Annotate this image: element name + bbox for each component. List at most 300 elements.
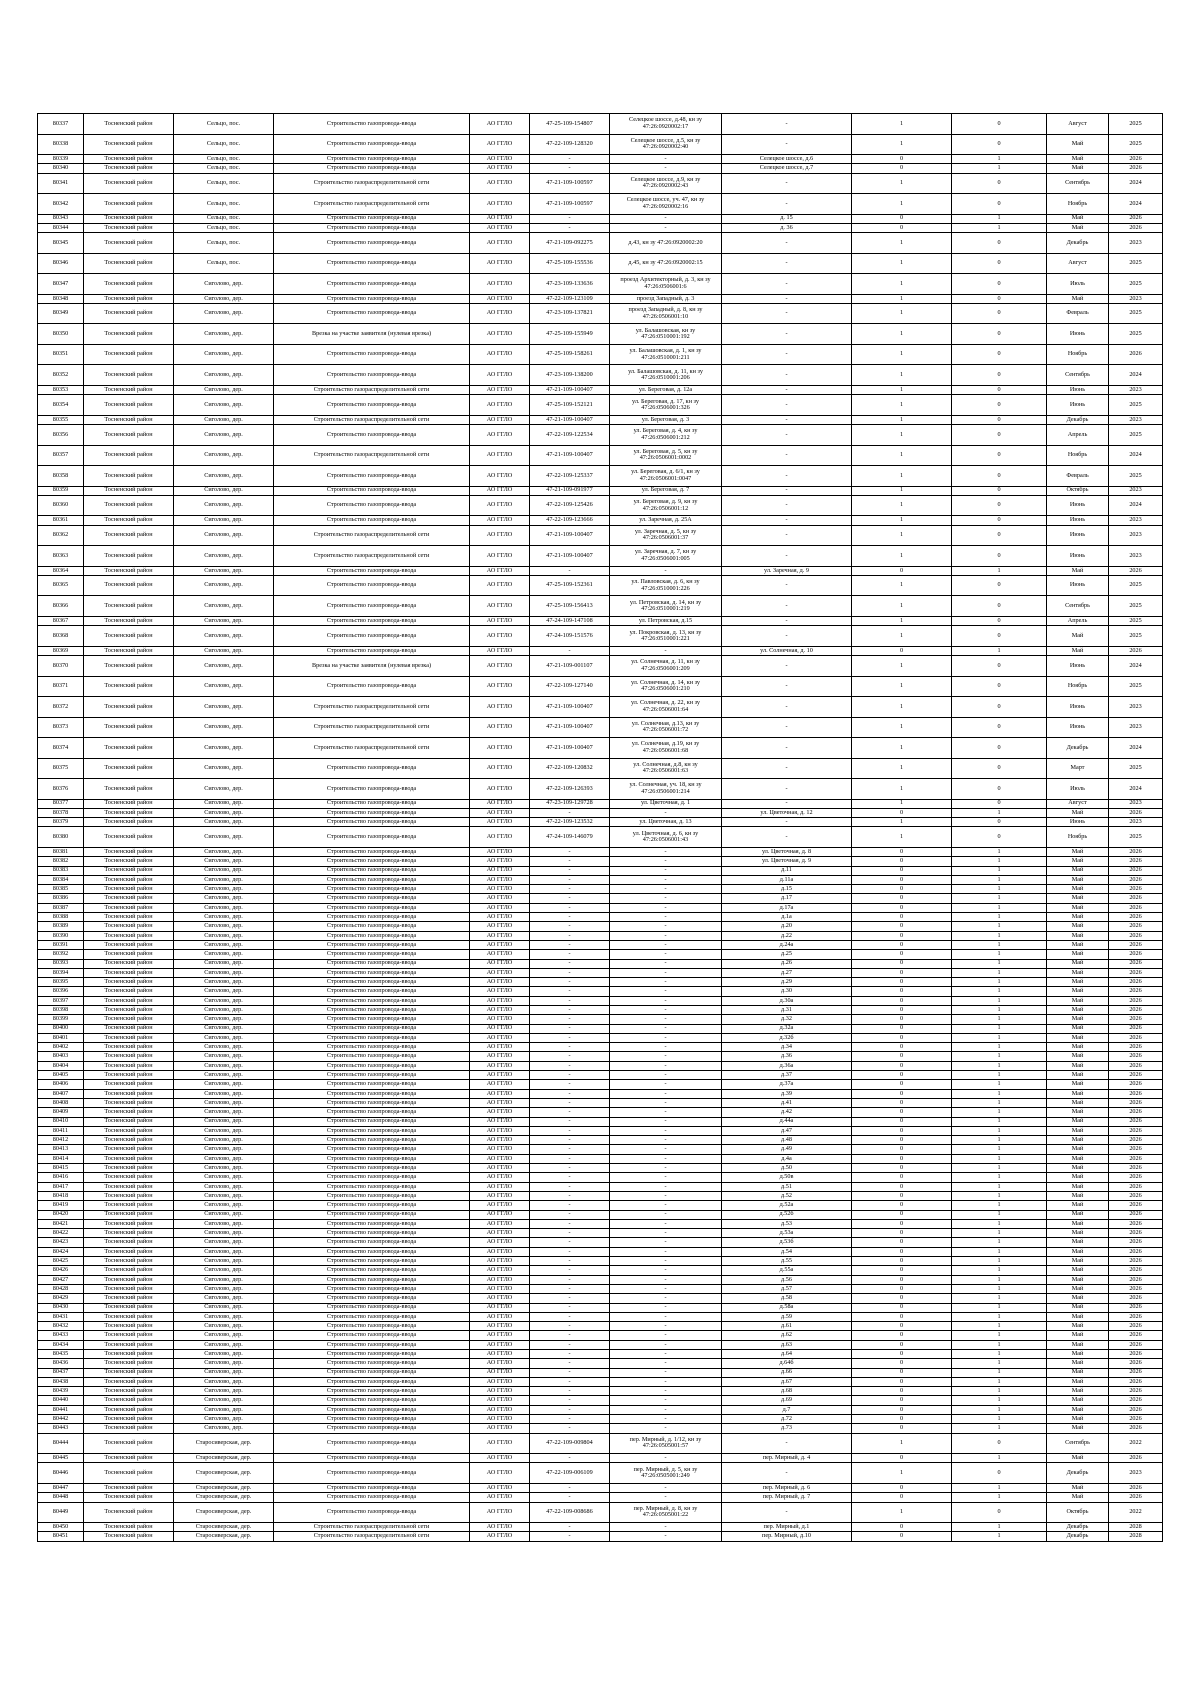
cell-count-a: 0: [852, 847, 952, 856]
cell-month: Май: [1047, 1219, 1109, 1228]
cell-address: д.64б: [722, 1359, 852, 1368]
cell-month: Июнь: [1047, 385, 1109, 394]
cell-contract-number: -: [530, 566, 610, 575]
cell-work-type: Строительство газопровода-ввода: [274, 294, 470, 303]
cell-year: 2026: [1109, 646, 1163, 655]
cell-address: д.62: [722, 1331, 852, 1340]
cell-year: 2026: [1109, 866, 1163, 875]
cell-address: -: [722, 799, 852, 808]
cell-year: 2026: [1109, 1108, 1163, 1117]
table-row: [38, 894, 1163, 903]
table-row: [38, 445, 1163, 466]
cell-district: Тосненский район: [84, 847, 174, 856]
cell-organization: АО ГГЛО: [470, 253, 530, 274]
cell-row-number: 80431: [38, 1312, 84, 1321]
cell-address: -: [722, 233, 852, 254]
table-row: [38, 1098, 1163, 1107]
cell-address-with-cadastral: ул. Петровская, д. 14, кн зу 47:26:0510001:219: [610, 596, 722, 617]
cell-year: 2026: [1109, 978, 1163, 987]
cell-settlement: Сиголово, дер.: [174, 344, 274, 365]
cell-address: д.56: [722, 1275, 852, 1284]
cell-settlement: Сиголово, дер.: [174, 385, 274, 394]
cell-work-type: Строительство газораспределительной сети: [274, 1523, 470, 1532]
cell-work-type: Строительство газопровода-ввода: [274, 1117, 470, 1126]
cell-address: -: [722, 194, 852, 215]
cell-row-number: 80358: [38, 466, 84, 487]
cell-contract-number: -: [530, 1349, 610, 1358]
cell-row-number: 80351: [38, 344, 84, 365]
cell-count-b: 0: [952, 134, 1047, 155]
cell-address-with-cadastral: -: [610, 1275, 722, 1284]
table-row: [38, 656, 1163, 677]
cell-contract-number: 47-23-109-133636: [530, 274, 610, 295]
cell-address-with-cadastral: ул. Петровская, д.15: [610, 616, 722, 625]
cell-contract-number: -: [530, 978, 610, 987]
cell-district: Тосненский район: [84, 385, 174, 394]
cell-contract-number: 47-25-109-155949: [530, 324, 610, 345]
cell-organization: АО ГГЛО: [470, 1377, 530, 1386]
cell-count-a: 1: [852, 486, 952, 495]
cell-row-number: 80451: [38, 1532, 84, 1541]
cell-address-with-cadastral: ул. Балашовская, д. 11, кн зу 47:26:0510001:206: [610, 365, 722, 386]
cell-settlement: Сиголово, дер.: [174, 274, 274, 295]
cell-month: Май: [1047, 294, 1109, 303]
cell-district: Тосненский район: [84, 1210, 174, 1219]
cell-year: 2023: [1109, 233, 1163, 254]
cell-address: д.36а: [722, 1061, 852, 1070]
cell-month: Сентябрь: [1047, 173, 1109, 194]
cell-address-with-cadastral: ул. Солнечная, д.13, кн зу 47:26:0506001:72: [610, 717, 722, 738]
cell-count-a: 0: [852, 1405, 952, 1414]
cell-count-b: 1: [952, 1424, 1047, 1433]
cell-year: 2023: [1109, 799, 1163, 808]
cell-row-number: 80404: [38, 1061, 84, 1070]
cell-work-type: Строительство газопровода-ввода: [274, 978, 470, 987]
cell-month: Май: [1047, 959, 1109, 968]
cell-work-type: Строительство газопровода-ввода: [274, 940, 470, 949]
cell-row-number: 80447: [38, 1483, 84, 1492]
cell-district: Тосненский район: [84, 575, 174, 596]
cell-organization: АО ГГЛО: [470, 385, 530, 394]
cell-work-type: Строительство газопровода-ввода: [274, 931, 470, 940]
cell-month: Февраль: [1047, 466, 1109, 487]
cell-year: 2026: [1109, 1294, 1163, 1303]
cell-address-with-cadastral: -: [610, 1182, 722, 1191]
table-row: [38, 486, 1163, 495]
cell-contract-number: -: [530, 857, 610, 866]
cell-address: -: [722, 415, 852, 424]
cell-district: Тосненский район: [84, 365, 174, 386]
table-row: [38, 616, 1163, 625]
cell-row-number: 80439: [38, 1387, 84, 1396]
cell-organization: АО ГГЛО: [470, 155, 530, 164]
cell-work-type: Строительство газопровода-ввода: [274, 233, 470, 254]
cell-row-number: 80340: [38, 164, 84, 173]
cell-count-a: 1: [852, 818, 952, 827]
cell-settlement: Сиголово, дер.: [174, 445, 274, 466]
table-row: [38, 875, 1163, 884]
cell-count-b: 0: [952, 827, 1047, 848]
cell-organization: АО ГГЛО: [470, 1532, 530, 1541]
cell-month: Май: [1047, 1312, 1109, 1321]
cell-year: 2025: [1109, 626, 1163, 647]
cell-settlement: Сиголово, дер.: [174, 866, 274, 875]
cell-contract-number: -: [530, 1024, 610, 1033]
table-row: [38, 866, 1163, 875]
cell-organization: АО ГГЛО: [470, 616, 530, 625]
cell-count-b: 1: [952, 1312, 1047, 1321]
cell-address: -: [722, 253, 852, 274]
table-row: [38, 738, 1163, 759]
cell-month: Май: [1047, 1257, 1109, 1266]
cell-count-a: 0: [852, 808, 952, 817]
cell-address-with-cadastral: -: [610, 1396, 722, 1405]
cell-count-a: 0: [852, 1136, 952, 1145]
cell-row-number: 80372: [38, 697, 84, 718]
cell-count-b: 1: [952, 959, 1047, 968]
cell-organization: АО ГГЛО: [470, 1312, 530, 1321]
cell-address-with-cadastral: -: [610, 1284, 722, 1293]
table-row: [38, 1483, 1163, 1492]
cell-work-type: Строительство газопровода-ввода: [274, 959, 470, 968]
cell-count-a: 0: [852, 1257, 952, 1266]
cell-work-type: Строительство газопровода-ввода: [274, 223, 470, 232]
table-row: [38, 987, 1163, 996]
cell-address: д.73: [722, 1424, 852, 1433]
cell-contract-number: -: [530, 1331, 610, 1340]
cell-month: Май: [1047, 1454, 1109, 1463]
cell-row-number: 80422: [38, 1229, 84, 1238]
cell-work-type: Строительство газопровода-ввода: [274, 1024, 470, 1033]
cell-address-with-cadastral: -: [610, 1405, 722, 1414]
cell-organization: АО ГГЛО: [470, 233, 530, 254]
cell-district: Тосненский район: [84, 616, 174, 625]
table-row: [38, 223, 1163, 232]
cell-count-a: 0: [852, 1145, 952, 1154]
cell-address: д.26: [722, 959, 852, 968]
cell-month: Март: [1047, 758, 1109, 779]
cell-settlement: Сиголово, дер.: [174, 779, 274, 800]
cell-organization: АО ГГЛО: [470, 1080, 530, 1089]
cell-contract-number: -: [530, 808, 610, 817]
cell-count-a: 0: [852, 931, 952, 940]
table-row: [38, 1532, 1163, 1541]
cell-month: Ноябрь: [1047, 445, 1109, 466]
cell-year: 2025: [1109, 616, 1163, 625]
table-row: [38, 1493, 1163, 1502]
cell-row-number: 80359: [38, 486, 84, 495]
table-row: [38, 1294, 1163, 1303]
cell-contract-number: -: [530, 1098, 610, 1107]
cell-count-b: 1: [952, 1117, 1047, 1126]
table-row: [38, 1191, 1163, 1200]
cell-address-with-cadastral: ул. Береговая, д. 17, кн зу 47:26:0506001:326: [610, 395, 722, 416]
table-row: [38, 1126, 1163, 1135]
cell-organization: АО ГГЛО: [470, 1219, 530, 1228]
table-row: [38, 1210, 1163, 1219]
cell-count-a: 1: [852, 697, 952, 718]
cell-row-number: 80449: [38, 1502, 84, 1523]
cell-count-a: 1: [852, 525, 952, 546]
cell-address: д.67: [722, 1377, 852, 1386]
table-row: [38, 164, 1163, 173]
table-row: [38, 1173, 1163, 1182]
cell-month: Сентябрь: [1047, 1433, 1109, 1454]
cell-month: Август: [1047, 799, 1109, 808]
cell-year: 2023: [1109, 525, 1163, 546]
cell-month: Май: [1047, 1033, 1109, 1042]
cell-month: Май: [1047, 214, 1109, 223]
cell-row-number: 80345: [38, 233, 84, 254]
cell-count-b: 0: [952, 697, 1047, 718]
cell-work-type: Строительство газопровода-ввода: [274, 779, 470, 800]
table-row: [38, 1322, 1163, 1331]
cell-count-a: 1: [852, 575, 952, 596]
cell-settlement: Сиголово, дер.: [174, 1377, 274, 1386]
cell-work-type: Строительство газопровода-ввода: [274, 799, 470, 808]
cell-contract-number: 47-25-109-152361: [530, 575, 610, 596]
cell-work-type: Строительство газопровода-ввода: [274, 1454, 470, 1463]
cell-count-b: 1: [952, 1136, 1047, 1145]
table-row: [38, 1433, 1163, 1454]
table-row: [38, 1377, 1163, 1386]
cell-count-a: 0: [852, 1080, 952, 1089]
cell-year: 2026: [1109, 913, 1163, 922]
cell-count-a: 1: [852, 274, 952, 295]
cell-count-a: 1: [852, 676, 952, 697]
cell-organization: АО ГГЛО: [470, 1415, 530, 1424]
cell-count-a: 1: [852, 194, 952, 215]
cell-contract-number: -: [530, 866, 610, 875]
cell-address-with-cadastral: -: [610, 1024, 722, 1033]
cell-count-b: 1: [952, 1266, 1047, 1275]
cell-count-b: 1: [952, 1275, 1047, 1284]
table-row: [38, 697, 1163, 718]
cell-work-type: Строительство газопровода-ввода: [274, 987, 470, 996]
cell-count-a: 1: [852, 779, 952, 800]
cell-address-with-cadastral: -: [610, 1424, 722, 1433]
cell-work-type: Строительство газопровода-ввода: [274, 1502, 470, 1523]
cell-count-b: 1: [952, 164, 1047, 173]
cell-count-a: 0: [852, 1532, 952, 1541]
cell-row-number: 80360: [38, 495, 84, 516]
cell-contract-number: 47-22-109-125426: [530, 495, 610, 516]
cell-district: Тосненский район: [84, 1294, 174, 1303]
cell-settlement: Сиголово, дер.: [174, 1015, 274, 1024]
cell-count-b: 0: [952, 324, 1047, 345]
table-row: [38, 134, 1163, 155]
cell-row-number: 80444: [38, 1433, 84, 1454]
cell-contract-number: 47-21-109-100407: [530, 738, 610, 759]
cell-count-a: 0: [852, 1126, 952, 1135]
cell-count-b: 0: [952, 1502, 1047, 1523]
cell-count-a: 0: [852, 1238, 952, 1247]
cell-settlement: Сельцо, пос.: [174, 233, 274, 254]
cell-district: Тосненский район: [84, 1377, 174, 1386]
cell-contract-number: 47-22-109-125337: [530, 466, 610, 487]
cell-settlement: Старосиверская, дер.: [174, 1502, 274, 1523]
cell-address: -: [722, 344, 852, 365]
cell-count-b: 1: [952, 1043, 1047, 1052]
cell-count-b: 1: [952, 1247, 1047, 1256]
cell-month: Май: [1047, 646, 1109, 655]
cell-settlement: Старосиверская, дер.: [174, 1532, 274, 1541]
cell-address: -: [722, 486, 852, 495]
cell-count-a: 0: [852, 1098, 952, 1107]
cell-count-b: 1: [952, 1173, 1047, 1182]
cell-month: Декабрь: [1047, 1523, 1109, 1532]
cell-address: д.54: [722, 1247, 852, 1256]
cell-organization: АО ГГЛО: [470, 516, 530, 525]
cell-address: д.53: [722, 1219, 852, 1228]
cell-organization: АО ГГЛО: [470, 1266, 530, 1275]
cell-organization: АО ГГЛО: [470, 875, 530, 884]
cell-work-type: Строительство газопровода-ввода: [274, 1359, 470, 1368]
cell-row-number: 80441: [38, 1405, 84, 1414]
cell-count-a: 0: [852, 894, 952, 903]
cell-address-with-cadastral: пер. Мирный, д. 8, кн зу 47:26:0505001:22: [610, 1502, 722, 1523]
cell-address: д.50в: [722, 1173, 852, 1182]
cell-count-b: 0: [952, 596, 1047, 617]
cell-row-number: 80430: [38, 1303, 84, 1312]
table-row: [38, 1219, 1163, 1228]
cell-year: 2026: [1109, 1043, 1163, 1052]
cell-row-number: 80421: [38, 1219, 84, 1228]
cell-work-type: Строительство газопровода-ввода: [274, 1312, 470, 1321]
cell-year: 2025: [1109, 466, 1163, 487]
cell-organization: АО ГГЛО: [470, 1387, 530, 1396]
cell-row-number: 80378: [38, 808, 84, 817]
cell-count-b: 0: [952, 799, 1047, 808]
cell-contract-number: 47-22-109-127140: [530, 676, 610, 697]
cell-organization: АО ГГЛО: [470, 1210, 530, 1219]
cell-address-with-cadastral: -: [610, 1303, 722, 1312]
cell-address: ул. Солнечная, д. 10: [722, 646, 852, 655]
cell-settlement: Сиголово, дер.: [174, 1415, 274, 1424]
cell-organization: АО ГГЛО: [470, 114, 530, 135]
cell-settlement: Сиголово, дер.: [174, 1331, 274, 1340]
cell-address: д.39: [722, 1089, 852, 1098]
table-row: [38, 717, 1163, 738]
cell-row-number: 80398: [38, 1006, 84, 1015]
cell-address-with-cadastral: -: [610, 1145, 722, 1154]
cell-year: 2025: [1109, 134, 1163, 155]
cell-work-type: Строительство газопровода-ввода: [274, 968, 470, 977]
cell-work-type: Строительство газопровода-ввода: [274, 1043, 470, 1052]
table-row: [38, 1312, 1163, 1321]
cell-contract-number: 47-21-109-091977: [530, 486, 610, 495]
table-row: [38, 1247, 1163, 1256]
cell-work-type: Строительство газопровода-ввода: [274, 1108, 470, 1117]
cell-year: 2024: [1109, 445, 1163, 466]
table-row: [38, 1229, 1163, 1238]
cell-district: Тосненский район: [84, 1033, 174, 1042]
cell-work-type: Строительство газопровода-ввода: [274, 1173, 470, 1182]
cell-settlement: Сиголово, дер.: [174, 616, 274, 625]
cell-address: д.32: [722, 1015, 852, 1024]
cell-count-b: 1: [952, 1322, 1047, 1331]
cell-contract-number: -: [530, 1322, 610, 1331]
cell-year: 2026: [1109, 1061, 1163, 1070]
cell-address-with-cadastral: ул. Солнечная, д. 22, кн зу 47:26:0506001:64: [610, 697, 722, 718]
cell-organization: АО ГГЛО: [470, 922, 530, 931]
cell-address-with-cadastral: -: [610, 1089, 722, 1098]
table-row: [38, 626, 1163, 647]
cell-month: Май: [1047, 1396, 1109, 1405]
cell-count-b: 1: [952, 1015, 1047, 1024]
cell-address: д.52б: [722, 1210, 852, 1219]
cell-month: Июнь: [1047, 697, 1109, 718]
cell-address: -: [722, 717, 852, 738]
cell-contract-number: -: [530, 1080, 610, 1089]
cell-year: 2026: [1109, 223, 1163, 232]
cell-work-type: Строительство газопровода-ввода: [274, 885, 470, 894]
cell-year: 2026: [1109, 894, 1163, 903]
cell-count-b: 1: [952, 857, 1047, 866]
cell-address: -: [722, 575, 852, 596]
cell-settlement: Сиголово, дер.: [174, 1052, 274, 1061]
cell-address-with-cadastral: ул. Береговая, д. 5, кн зу 47:26:0506001:0002: [610, 445, 722, 466]
cell-year: 2025: [1109, 425, 1163, 446]
table-row: [38, 1238, 1163, 1247]
cell-year: 2025: [1109, 114, 1163, 135]
cell-count-b: 0: [952, 294, 1047, 303]
cell-count-a: 0: [852, 1322, 952, 1331]
cell-count-b: 1: [952, 903, 1047, 912]
cell-organization: АО ГГЛО: [470, 1284, 530, 1293]
cell-count-a: 0: [852, 1415, 952, 1424]
cell-contract-number: -: [530, 646, 610, 655]
cell-month: Май: [1047, 1349, 1109, 1358]
cell-work-type: Строительство газопровода-ввода: [274, 425, 470, 446]
cell-settlement: Сиголово, дер.: [174, 697, 274, 718]
cell-organization: АО ГГЛО: [470, 987, 530, 996]
cell-contract-number: -: [530, 968, 610, 977]
cell-district: Тосненский район: [84, 324, 174, 345]
cell-count-b: 1: [952, 866, 1047, 875]
cell-row-number: 80367: [38, 616, 84, 625]
cell-year: 2025: [1109, 676, 1163, 697]
cell-year: 2026: [1109, 1201, 1163, 1210]
cell-work-type: Строительство газопровода-ввода: [274, 950, 470, 959]
cell-count-b: 1: [952, 1229, 1047, 1238]
cell-settlement: Сиголово, дер.: [174, 996, 274, 1005]
cell-count-b: 0: [952, 253, 1047, 274]
table-row: [38, 1463, 1163, 1484]
cell-count-b: 0: [952, 525, 1047, 546]
cell-work-type: Строительство газопровода-ввода: [274, 1349, 470, 1358]
cell-address: д.31: [722, 1006, 852, 1015]
cell-address-with-cadastral: -: [610, 1164, 722, 1173]
cell-work-type: Строительство газопровода-ввода: [274, 344, 470, 365]
cell-count-a: 0: [852, 1349, 952, 1358]
cell-organization: АО ГГЛО: [470, 1201, 530, 1210]
cell-organization: АО ГГЛО: [470, 1238, 530, 1247]
cell-address-with-cadastral: -: [610, 1154, 722, 1163]
cell-address-with-cadastral: -: [610, 847, 722, 856]
cell-contract-number: -: [530, 1266, 610, 1275]
cell-row-number: 80353: [38, 385, 84, 394]
cell-contract-number: -: [530, 1071, 610, 1080]
cell-count-a: 0: [852, 903, 952, 912]
cell-count-b: 1: [952, 922, 1047, 931]
cell-address-with-cadastral: -: [610, 1247, 722, 1256]
cell-work-type: Строительство газопровода-ввода: [274, 1294, 470, 1303]
cell-count-b: 1: [952, 1238, 1047, 1247]
cell-count-a: 0: [852, 1024, 952, 1033]
cell-organization: АО ГГЛО: [470, 827, 530, 848]
cell-district: Тосненский район: [84, 1071, 174, 1080]
